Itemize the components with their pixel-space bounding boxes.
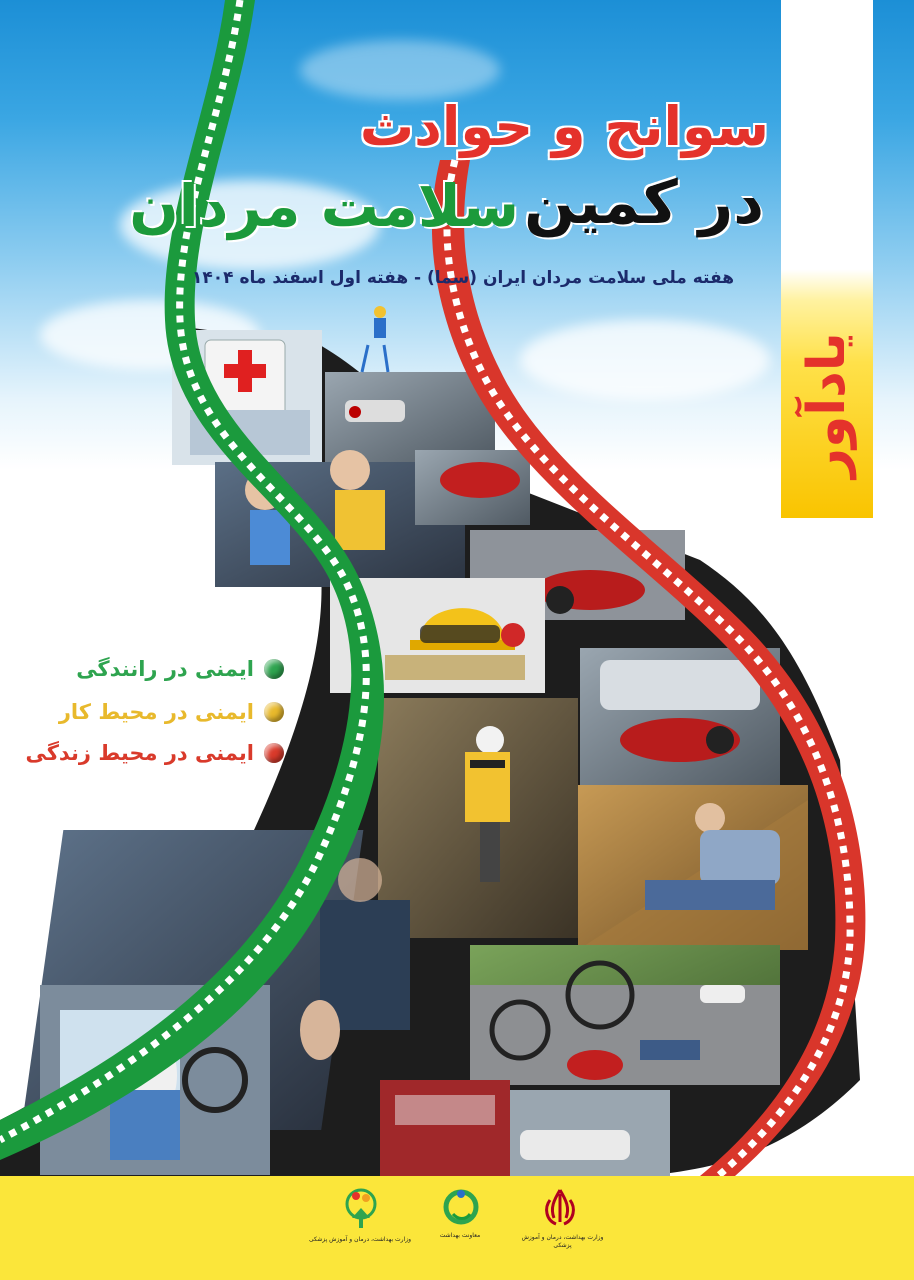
photo-stair-fall [578, 785, 808, 950]
legend-label: ایمنی در محیط زندگی [25, 741, 254, 765]
title-line-2-prefix: در کمین [524, 168, 764, 238]
reminder-label: یادآور [797, 332, 857, 478]
legend-label: ایمنی در رانندگی [76, 657, 254, 681]
title-line-1: سوانح و حوادث [359, 95, 769, 158]
red-dot-icon [264, 743, 284, 763]
legend-label: ایمنی در محیط کار [58, 700, 254, 724]
photo-road-accident [325, 372, 495, 462]
logo-caption: وزارت بهداشت، درمان و آموزش پزشکی [308, 1236, 412, 1243]
health-deputy-circle-logo [440, 1186, 482, 1228]
photo-bicycle-accident [470, 945, 780, 1085]
subtitle: هفته ملی سلامت مردان ایران (سما) - هفته اول اسفند ماه ۱۴۰۴ [192, 268, 734, 288]
logo-caption: معاونت بهداشت [439, 1232, 481, 1239]
legend-item-driving [76, 657, 284, 681]
ministry-health-tree-logo [338, 1186, 384, 1236]
green-dot-icon [264, 659, 284, 679]
ladder-figure-icon [362, 306, 388, 372]
photo-red-car [380, 1080, 670, 1176]
iran-emblem-logo [540, 1186, 580, 1230]
legend-item-workplace [59, 700, 284, 724]
yellow-dot-icon [264, 702, 284, 722]
logo-caption: وزارت بهداشت، درمان و آموزش پزشکی [521, 1234, 604, 1249]
legend-item-living [25, 741, 284, 765]
title-line-2-highlight: سلامت مردان [129, 172, 519, 240]
